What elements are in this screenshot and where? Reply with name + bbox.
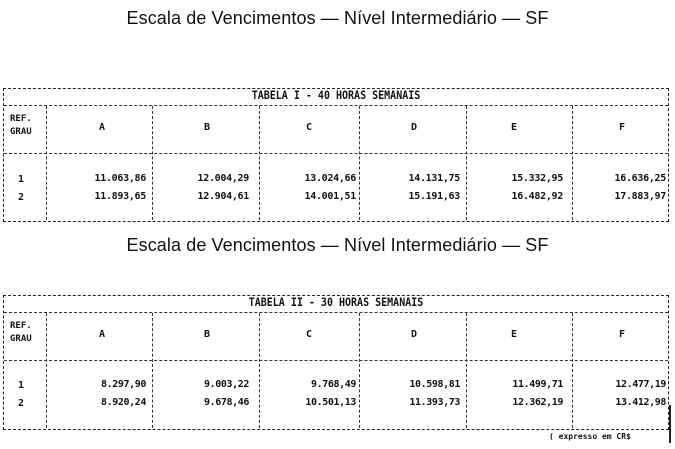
column-divider (466, 106, 467, 220)
salary-cell: 11.499,71 (512, 379, 563, 390)
grau-label: GRAU (10, 334, 32, 344)
table-rule (4, 360, 668, 361)
column-divider (259, 106, 260, 220)
salary-cell: 17.883,97 (614, 191, 666, 202)
column-divider (359, 106, 360, 220)
salary-cell: 9.003,22 (204, 379, 249, 390)
grau-label: GRAU (10, 127, 32, 137)
column-divider (259, 313, 260, 428)
salary-cell: 13.412,98 (615, 397, 666, 408)
column-header-f: F (618, 329, 626, 340)
column-header-d: D (410, 122, 418, 133)
column-header-a: A (98, 329, 106, 340)
ref-label: REF. (10, 114, 32, 124)
salary-cell: 11.893,65 (94, 191, 146, 202)
table-rule (4, 312, 668, 313)
column-divider (572, 106, 573, 220)
column-divider (46, 106, 47, 220)
salary-cell: 16.636,25 (614, 173, 666, 184)
page-title: Escala de Vencimentos — Nível Intermediário — SF (126, 8, 549, 28)
page-edge-mark (669, 405, 671, 443)
section-title: Escala de Vencimentos — Nível Intermediário — SF (126, 235, 549, 255)
salary-table-40h (3, 88, 669, 222)
salary-cell: 12.004,29 (197, 173, 249, 184)
salary-cell: 14.131,75 (408, 173, 460, 184)
table-caption: TABELA I - 40 HORAS SEMANAIS (251, 89, 421, 103)
ref-label: REF. (10, 321, 32, 331)
salary-cell: 15.332,95 (511, 173, 563, 184)
column-header-b: B (203, 122, 211, 133)
currency-footnote: ( expresso em CR$ (549, 432, 631, 441)
grau-value: 2 (18, 398, 25, 409)
column-header-d: D (410, 329, 418, 340)
salary-cell: 11.393,73 (409, 397, 460, 408)
table-rule (4, 105, 668, 106)
salary-cell: 9.768,49 (311, 379, 356, 390)
salary-cell: 11.063,86 (94, 173, 146, 184)
grau-value: 2 (18, 192, 25, 203)
table-rule (4, 153, 668, 154)
salary-cell: 13.024,66 (304, 173, 356, 184)
column-header-c: C (305, 329, 313, 340)
salary-cell: 15.191,63 (408, 191, 460, 202)
table-caption: TABELA II - 30 HORAS SEMANAIS (248, 296, 424, 310)
salary-table-30h (3, 295, 669, 430)
column-divider (152, 313, 153, 428)
column-header-b: B (203, 329, 211, 340)
salary-cell: 12.477,19 (615, 379, 666, 390)
column-divider (46, 313, 47, 428)
salary-cell: 12.362,19 (512, 397, 563, 408)
salary-cell: 16.482,92 (511, 191, 563, 202)
column-divider (152, 106, 153, 220)
salary-cell: 12.904,61 (197, 191, 249, 202)
column-header-c: C (305, 122, 313, 133)
column-divider (359, 313, 360, 428)
column-header-a: A (98, 122, 106, 133)
salary-cell: 8.297,90 (101, 379, 146, 390)
column-header-e: E (510, 329, 518, 340)
column-header-f: F (618, 122, 626, 133)
salary-cell: 10.501,13 (305, 397, 356, 408)
salary-cell: 10.598,81 (409, 379, 460, 390)
salary-cell: 8.920,24 (101, 397, 146, 408)
column-divider (572, 313, 573, 428)
grau-value: 1 (18, 380, 25, 391)
salary-cell: 9.678,46 (204, 397, 249, 408)
column-header-e: E (510, 122, 518, 133)
salary-cell: 14.001,51 (304, 191, 356, 202)
grau-value: 1 (18, 174, 25, 185)
column-divider (466, 313, 467, 428)
